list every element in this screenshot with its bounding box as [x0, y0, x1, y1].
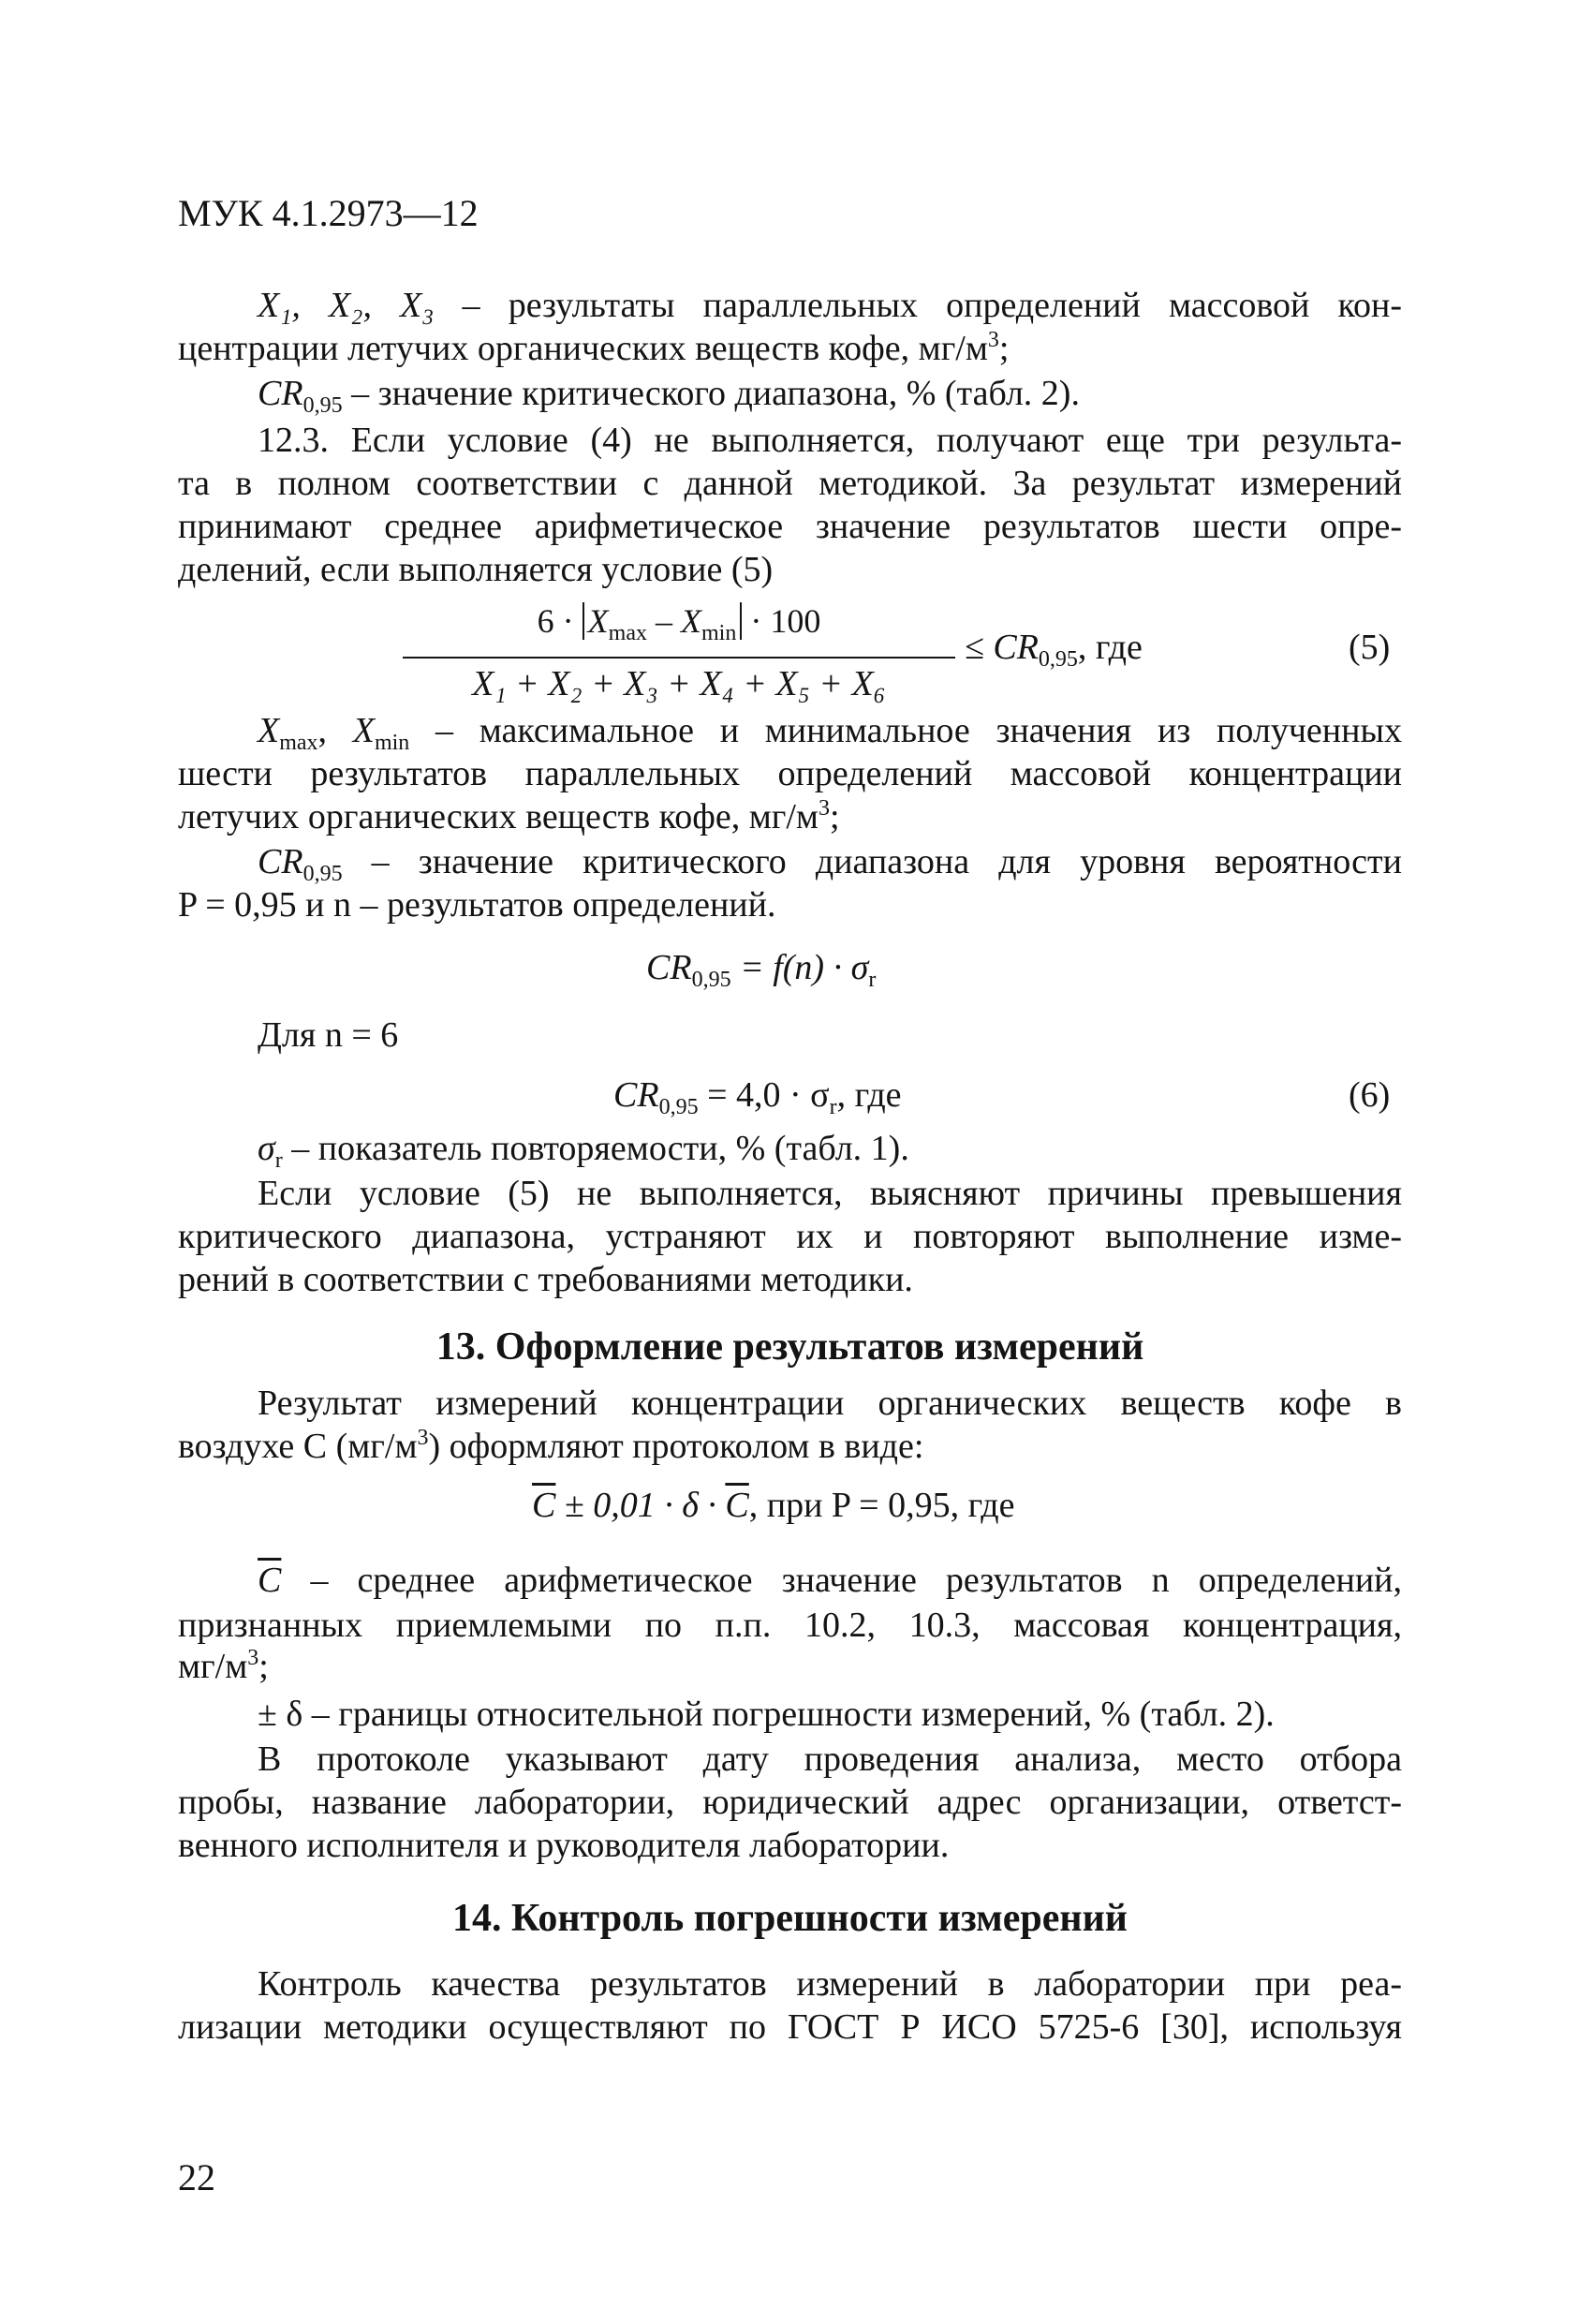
- xmax-xmin-definition-line1: $X_{max}$, $X_{min}$ – максимальное и минимальное значения из полученных: [258, 711, 1402, 755]
- text: – значение критического диапазона для уровня вероятности: [371, 842, 1402, 881]
- text: ;: [998, 329, 1010, 368]
- symbol-cr: CR: [258, 842, 303, 881]
- text: , где: [836, 1075, 902, 1115]
- condition-5-failure-line2: критического диапазона, устраняют их и повторяют выполнение изме-: [178, 1217, 1402, 1256]
- protocol-contents-line1: В протоколе указывают дату проведения анализа, место отбора: [258, 1739, 1402, 1779]
- subscript: r: [868, 968, 877, 992]
- subscript: min: [701, 621, 737, 645]
- c-bar-definition-line2: признанных приемлемыми по п.п. 10.2, 10.3, массовая концентрация,: [178, 1606, 1402, 1645]
- symbol-cr: CR: [258, 374, 303, 413]
- text: 6 ·: [537, 602, 583, 640]
- symbol-c-bar: $\overline{C}$: [532, 1486, 556, 1525]
- text: = f(n) · σ: [730, 948, 869, 987]
- symbol-xmin: X: [352, 711, 375, 750]
- subscript: 0,95: [302, 393, 343, 418]
- subscript: max: [608, 621, 647, 645]
- result-format-line1: Результат измерений концентрации органических веществ кофе в: [258, 1384, 1402, 1423]
- text: ± 0,01 · δ ·: [555, 1486, 726, 1525]
- variables-x1-x3: X₁, X₂, X₃: [258, 286, 435, 325]
- text: воздухе C (мг/м: [178, 1427, 418, 1466]
- quality-control-line1: Контроль качества результатов измерений в лаборатории при реа-: [258, 1964, 1402, 2004]
- text: = 4,0 · σ: [698, 1075, 830, 1115]
- quality-control-line2: лизации методики осуществляют по ГОСТ Р ИСО 5725-6 [30], используя: [178, 2007, 1402, 2047]
- subscript: max: [279, 731, 318, 755]
- symbol-sigma: σ: [258, 1129, 275, 1168]
- clause-12-3-line1: 12.3. Если условие (4) не выполняется, получают еще три результа-: [258, 421, 1402, 460]
- text: ;: [258, 1647, 269, 1686]
- delta-definition: ± δ – границы относительной погрешности измерений, % (табл. 2).: [258, 1695, 1275, 1734]
- formula-5-numerator: [403, 600, 955, 655]
- text: ;: [829, 797, 840, 836]
- symbol-xmax: X: [587, 602, 609, 640]
- text: · 100: [742, 602, 821, 640]
- symbol-c-bar: $\overline{C}$: [725, 1486, 749, 1525]
- protocol-contents-line3: венного исполнителя и руководителя лаборатории.: [178, 1826, 950, 1865]
- condition-5-failure-line3: рений в соответствии с требованиями методики.: [178, 1260, 913, 1299]
- c-bar-definition-line3: [178, 1645, 269, 1688]
- equation-cr-general: [646, 946, 876, 1001]
- formula-5-number: (5): [1349, 628, 1391, 667]
- c-bar-definition-line1: [258, 1559, 1402, 1602]
- text: – показатель повторяемости, % (табл. 1).: [282, 1129, 909, 1168]
- clause-12-3-line3: принимают среднее арифметическое значение результатов шести опре-: [178, 507, 1402, 546]
- section-13-heading: 13. Оформление результатов измерений: [435, 1325, 1144, 1369]
- subscript: min: [374, 731, 410, 755]
- text: мг/м: [178, 1647, 248, 1686]
- text: , где: [1077, 628, 1143, 667]
- text: летучих органических веществ кофе, мг/м: [178, 797, 819, 836]
- superscript: 3: [247, 1646, 259, 1670]
- text: – максимальное и минимальное значения из полученных: [435, 711, 1402, 750]
- fraction-bar: [403, 657, 955, 659]
- text: ) оформляют протоколом в виде:: [428, 1427, 924, 1466]
- variables-definition-line1: [258, 284, 1402, 327]
- result-format-line2: [178, 1425, 1402, 1468]
- text: – результаты параллельных определений массовой кон-: [462, 286, 1402, 325]
- text: , при P = 0,95, где: [748, 1486, 1015, 1525]
- subscript: r: [274, 1148, 283, 1173]
- symbol-cr: CR: [646, 948, 692, 987]
- formula-5-denominator: X₁ + X₂ + X₃ + X₄ + X₅ + X₆: [472, 664, 886, 703]
- subscript: 0,95: [302, 862, 343, 886]
- subscript: 0,95: [1038, 647, 1078, 672]
- for-n-6: Для n = 6: [258, 1015, 399, 1055]
- symbol-c-bar: $\overline{C}$: [258, 1561, 282, 1600]
- document-code-header: МУК 4.1.2973—12: [178, 192, 479, 234]
- condition-5-failure-line1: Если условие (5) не выполняется, выясняют причины превышения: [258, 1174, 1402, 1213]
- clause-12-3-line4: делений, если выполняется условие (5): [178, 550, 774, 589]
- text: –: [646, 602, 681, 640]
- superscript: 3: [417, 1426, 429, 1450]
- clause-12-3-line2: та в полном соответствии с данной методикой. За результат измерений: [178, 464, 1402, 503]
- subscript: 0,95: [691, 968, 731, 992]
- variables-definition-line2: [178, 327, 1402, 370]
- equation-result: [532, 1484, 1014, 1527]
- symbol-cr: CR: [613, 1075, 659, 1115]
- cr-definition-line2: P = 0,95 и n – результатов определений.: [178, 885, 776, 925]
- superscript: 3: [987, 328, 999, 352]
- subscript: 0,95: [658, 1095, 699, 1119]
- symbol-xmax: X: [258, 711, 280, 750]
- equation-6-number: (6): [1349, 1075, 1391, 1115]
- text: – среднее арифметическое значение результатов n определений,: [310, 1561, 1402, 1600]
- text: – значение критического диапазона, % (табл. 2).: [351, 374, 1080, 413]
- text: центрации летучих органических веществ кофе, мг/м: [178, 329, 988, 368]
- symbol-xmin: X: [680, 602, 701, 640]
- formula-5-fraction: [403, 600, 955, 705]
- superscript: 3: [818, 796, 830, 821]
- equation-6: [613, 1073, 902, 1129]
- xmax-xmin-definition-line3: [178, 795, 1402, 838]
- formula-5-rhs: [965, 626, 1143, 681]
- page-number: 22: [178, 2156, 215, 2198]
- protocol-contents-line2: пробы, название лаборатории, юридический адрес организации, ответст-: [178, 1783, 1402, 1822]
- section-14-heading: 14. Контроль погрешности измерений: [451, 1897, 1128, 1940]
- subscript: r: [829, 1095, 837, 1119]
- symbol-cr: ≤ CR: [965, 628, 1039, 667]
- xmax-xmin-definition-line2: шести результатов параллельных определений массовой концентрации: [178, 754, 1402, 793]
